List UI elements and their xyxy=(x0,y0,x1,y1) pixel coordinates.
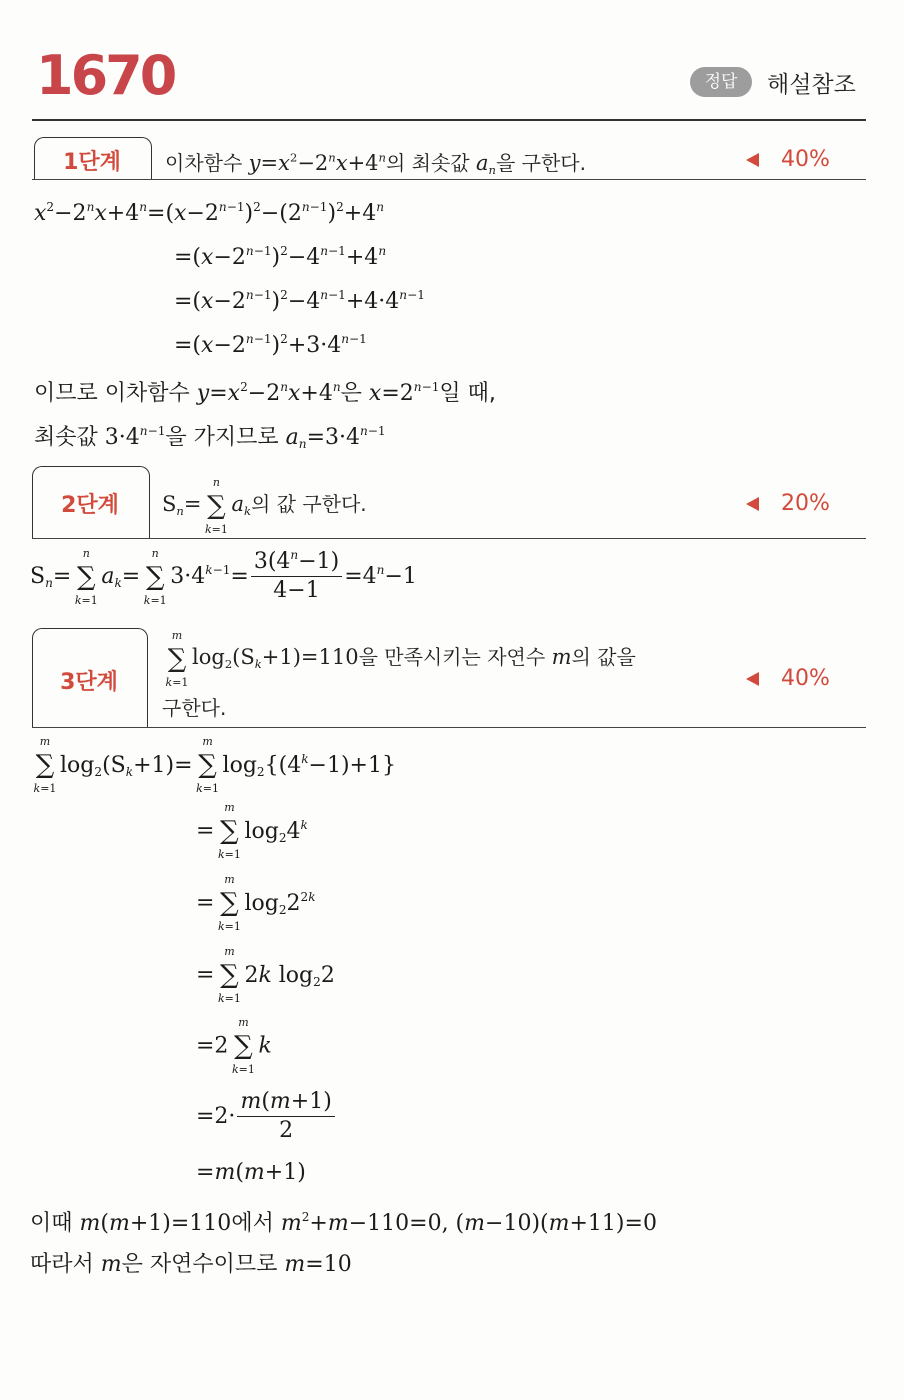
completing-square-line-3: $=(x-2^{n-1})^2-4^{n-1}+4\cdot 4^{n-1}$ xyxy=(174,287,425,314)
step-1-label: 1단계 xyxy=(63,150,121,175)
step-3-description-line-2: 구한다. xyxy=(162,696,227,720)
final-answer-sentence: 따라서 m은 자연수이므로 m=10 xyxy=(30,1252,352,1277)
step-1-percent: 40% xyxy=(781,147,830,172)
step-1-arrow-icon xyxy=(746,153,759,167)
completing-square-line-2: $=(x-2^{n-1})^2-4^{n-1}+4^n$ xyxy=(174,243,387,270)
log-sum-line-4: = m ∑ k=1 2k $\log_22$ xyxy=(196,945,335,1005)
log-sum-line-7: =m(m+1) xyxy=(196,1160,306,1185)
header-rule xyxy=(32,119,866,121)
answer-reference: 해설참조 xyxy=(767,72,856,98)
step-2-label: 2단계 xyxy=(61,493,119,518)
completing-square-line-1: $x^2-2^nx+4^n=(x-2^{n-1})^2-(2^{n-1})^2+4^n$ xyxy=(34,199,384,226)
step-2-description: $S_n=$ n ∑ k=1 $a_k$의 값 구한다. xyxy=(162,475,367,536)
sum-sn-formula: $S_n=$ n ∑ k=1 $a_k=$ n ∑ k=1 $3\cdot 4^{k-1}=$ $\frac{3(4^n-1)}{4-1}$ $=4^n-1$ xyxy=(30,546,417,607)
answer-badge: 정답 xyxy=(690,67,752,97)
log-sum-line-3: = m ∑ k=1 $\log_22^{2k}$ xyxy=(196,873,316,933)
step-2-rule xyxy=(32,538,866,539)
step-2-arrow-icon xyxy=(746,497,759,511)
step-3-arrow-icon xyxy=(746,672,759,686)
log-sum-line-2: = m ∑ k=1 $\log_24^k$ xyxy=(196,801,308,861)
quadratic-equation-sentence: 이때 m(m+1)=110에서 $m^2+m-110=0$, (m−10)(m+11)=0 xyxy=(30,1209,657,1236)
step-3-description: m ∑ k=1 $\log_2(S_k+1)=110$을 만족시키는 자연수 m의 값을 xyxy=(165,628,636,689)
vertex-sentence: 이므로 이차함수 $y=x^2-2^nx+4^n$은 $x=2^{n-1}$일 때, xyxy=(34,379,496,406)
completing-square-line-4: $=(x-2^{n-1})^2+3\cdot 4^{n-1}$ xyxy=(174,331,367,358)
step-2-percent: 20% xyxy=(781,491,830,516)
step-3-percent: 40% xyxy=(781,666,830,691)
minimum-value-sentence: 최솟값 $3\cdot 4^{n-1}$을 가지므로 $a_n=3\cdot 4^{n-1}$ xyxy=(34,423,386,452)
step-1-description: 이차함수 $y=x^2-2^nx+4^n$의 최솟값 $a_n$을 구한다. xyxy=(165,150,586,178)
step-3-label: 3단계 xyxy=(60,670,118,695)
step-1-rule xyxy=(32,179,866,180)
log-sum-line-1: m ∑ k=1 $\log_2(S_k+1)=$ m ∑ k=1 $\log_2\{(4^k-1)+1\}$ xyxy=(33,735,396,795)
log-sum-line-6: =2· $\frac{m(m+1)}{2}$ xyxy=(196,1088,337,1145)
step-3-rule xyxy=(32,727,866,728)
log-sum-line-5: =2 m ∑ k=1 k xyxy=(196,1016,272,1076)
problem-number: 1670 xyxy=(36,44,175,107)
